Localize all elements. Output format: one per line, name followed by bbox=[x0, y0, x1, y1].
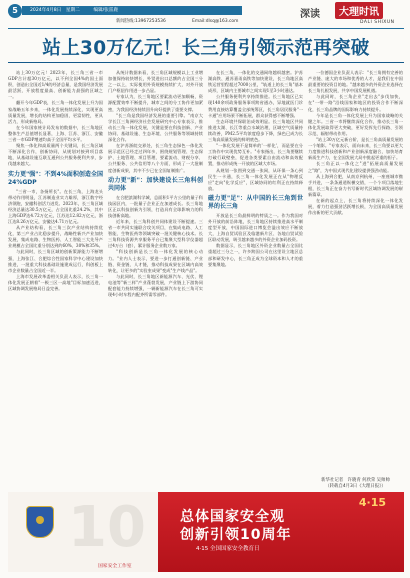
page-header bbox=[0, 0, 410, 30]
section-subhead: 磁力更"足"：从中国的长三角到世界的长三角 bbox=[208, 194, 303, 210]
article-paragraph: "一体化发展不是简单的'一样化'，而是要在分工协作中实现优势互补。"专家指出，长三角要继续打破行政壁垒，促进各类要素自由流动和高效配置，推动形成统一开放的区域大市场。 bbox=[208, 143, 303, 167]
national-security-banner bbox=[8, 492, 404, 572]
article-paragraph: 从产业结构看，长三角三次产业结构持续优化，第三产业占比稳步提升，战略性新兴产业加快发展，集成电路、生物医药、人工智能三大先导产业规模占全国比重分别达到约60%、30%和35%。 bbox=[8, 225, 103, 249]
article-paragraph: 站上30万亿元！2023年，长三角三省一市GDP合计超30万亿元，以不到全国4%的国土面积，创造出全国近1/4的经济总量，是我国经济发展最活跃、开放程度最高、创新能力最强的区域之一。 bbox=[8, 70, 103, 100]
police-emblem-icon bbox=[26, 506, 54, 538]
article-paragraph: 上海市发展改革委相关负责人表示，长三角一体化发展正朝着"一极三区一高地"目标加速迈进，区域协调发展格局日益完善。 bbox=[8, 273, 103, 291]
banner-footer: 国家安全工作室 bbox=[98, 564, 132, 569]
article-paragraph: 与此同时，长三角地区新能源汽车、光伏、锂电池等"新三样"产业蓬勃发展，产业链上下游协同配套能力持续增强，一辆新能源汽车在长三角可实现4小时车程内配齐所需零部件。 bbox=[108, 273, 203, 298]
article-paragraph: 一位德国企业负责人表示："长三角拥有完善的产业链、庞大的市场和优秀的人才，是我们在中国最重要的投资目的地。"越来越多的外资企业选择在长三角扎根发展，共享中国发展机遇。 bbox=[308, 70, 403, 94]
article-paragraph: 长三角正以一体化之"进"拓展高质量发展之"路"，为中国式现代化建设提供强劲动能。 bbox=[308, 161, 403, 173]
article-paragraph: 公共服务便利共享持续推进。长三角地区已实现140余项政务服务事项跨省通办，异地就医门诊费用直接结算覆盖全部统筹区，长三角居民服务"一卡通"应用场景不断拓展，群众获得感不断增强。 bbox=[208, 94, 303, 118]
byline-label: 新华社记者 bbox=[321, 478, 344, 483]
brand-subtitle: DALI SHIXUN bbox=[360, 20, 395, 25]
article-paragraph: 翻开今年GDP表，长三角一体化发展上升为国家战略五年多来，一体化发展持续深化，实现更高质量发展，增长的结构更加稳固，更富韧性，更具活力，形成新格局。 bbox=[8, 100, 103, 124]
article-paragraph: 在新的起点上，长三角将持续深化一体化发展，着力打造强劲活跃增长极，为全国高质量发展作出新的更大贡献。 bbox=[308, 197, 403, 216]
article-column-4 bbox=[308, 70, 403, 510]
article-paragraph: 从统计数据来看，长三角区域规模以上工业增加值保持较快增长，外贸进出口总额约占全国三分之一以上，实际使用外资规模持续扩大，对外开放门户枢纽作用进一步凸显。 bbox=[108, 70, 203, 94]
article-paragraph: 近年来，长三角科创共同体建设不断提速。三省一市共同实施联合攻关项目，在集成电路、人工智能、生物医药等领域突破一批关键核心技术。长三角科技资源共享服务平台已集聚大型科学仪器超过4万台（套），累计服务企业数万家。 bbox=[108, 218, 203, 249]
article-paragraph: 开放是长三角最鲜明的特质之一。作为我国对外开放的前沿阵地，长三角地区持续推进高水平制度型开放，中国国际进口博览会溢出效应不断放大，上海自贸试验区及临港新片区、各地自贸试验区联动发展，吸引越来越多的外资企业加码投资。 bbox=[208, 212, 303, 243]
article-paragraph: 与此同时，长三角区域的创新策源能力不断增强，上海张江、合肥综合性国家科学中心建设加快推进，一批重大科技基础设施建成运行，科创板上市企业数量占全国近一半。 bbox=[8, 249, 103, 273]
banner-subtitle: 4·15 全国国家安全教育日 bbox=[196, 546, 260, 552]
article-column-3 bbox=[208, 70, 303, 510]
article-paragraph: "科技创新是长三角一体化发展的核心动力。"业内人士表示，要进一步打通创新链、产业链、资金链、人才链，推动科技成果在区域内高效转化，让更多的"实验室成果"变成"生产线产品"。 bbox=[108, 249, 203, 273]
brand-logo: 大理时讯 bbox=[335, 2, 383, 19]
article-column-2 bbox=[108, 70, 203, 510]
headline-divider bbox=[8, 62, 404, 63]
section-subhead: 动力更"新"：加快建设长三角科创共同体 bbox=[108, 176, 203, 192]
section-subhead: 实力更"强"：不到4%面积创造全国24%GDP bbox=[8, 170, 103, 186]
header-date-line: 2024年4月8日 星期二 编辑/张雷鹿 bbox=[30, 8, 118, 13]
article-paragraph: 从上海到合肥，从南京到杭州，一座座城市携手并进，一条条通道纵横交错，一个个项目落地生根，长三角正在奋力书写新时代区域协调发展的崭新篇章。 bbox=[308, 173, 403, 197]
article-paragraph: "长三角是我国经济发展的重要引擎。"南京大学长江三角洲经济社会发展研究中心专家表示，推动长三角一体化发展，关键是要在科技创新、产业协同、基础设施、生态环境、公共服务等领域持续深化合作。 bbox=[108, 112, 203, 143]
banner-number: 10 bbox=[68, 495, 146, 560]
page-number: 5 bbox=[8, 4, 22, 18]
article-paragraph: 在沪苏浙皖交界处，长三角生态绿色一体化发展示范区已经走过四年多，围绕规划管理、生态保护、土地管理、项目管理、要素流动、财税分享、公共服务、公共信用等八个方面，形成了一大批制度创新成果，其中不少已在全国复制推广。 bbox=[108, 143, 203, 173]
article-paragraph: 数据显示，长三角地区外资企业数量占全国比重超过三分之一，许多跨国公司在这里设立地区总部和研发中心，长三角正成为全球资本和人才的重要集聚地。 bbox=[208, 243, 303, 267]
article-paragraph: 在长三角，一体化的交通网络越织越密。沪苏湖高铁、通苏嘉甬高铁等加快建设，长三角地区高铁运营里程超过7000公里，"轨道上的长三角"基本成形，区域内主要城市之间实现1至3小时通达。 bbox=[208, 70, 303, 94]
article-paragraph: 在合肥滨湖科学城，总面积1平方公里的量子科技园区内，一批量子企业正在加速成长。长三角地区正以科技创新为引领，打造具有全球影响力的科技创新高地。 bbox=[108, 194, 203, 218]
article-column-1 bbox=[8, 70, 103, 510]
byline-reporters: 许晓青 何欣荣 吴帅帅 bbox=[347, 478, 390, 483]
article-paragraph: 从规划一张图到交通一张网，从环保一条心到民生一卡通，长三角一体化发展正在从"物理反应"走向"化学反应"，区域协同的红利正在持续释放。 bbox=[208, 167, 303, 191]
banner-title-line2: 创新引领10周年 bbox=[180, 527, 292, 543]
article-paragraph: 与此同时，长三角企业"走出去"步伐加快，在"一带一路"沿线国家和地区的投资合作不断深化，长三角品牌的国际影响力持续提升。 bbox=[308, 94, 403, 112]
header-divider bbox=[8, 28, 404, 29]
banner-logo: 4·15 bbox=[358, 496, 386, 509]
article-paragraph: 专家认为，长三角地区要素流动更加顺畅，资源配置效率不断提升，城市之间的分工协作更加紧密，为我国经济持续回升向好提供了重要支撑。 bbox=[108, 94, 203, 112]
article-paragraph: 生态环境共保联治成效明显。长三角地区共同推进太湖、长江等重点水域治理，区域空气质量持续改善，PM2.5平均浓度稳步下降，绿色已成为长三角高质量发展的鲜明底色。 bbox=[208, 118, 303, 143]
article-paragraph: 今年是长三角一体化发展上升为国家战略的关键之年。三省一市将继续深化合作，推动长三角一体化发展取得更大突破，更好发挥先行探路、引领示范、辐射带动作用。 bbox=[308, 112, 403, 136]
article-byline bbox=[308, 477, 403, 489]
banner-title-line1: 总体国家安全观 bbox=[180, 509, 285, 525]
header-contact-line: 新闻热线:13967253536 Email:dlsq@163.com bbox=[116, 19, 239, 24]
banner-left-panel bbox=[8, 492, 158, 572]
article-paragraph: 在今年国家统计局发布的数据中，长三角地区整体生产总值增长显著，上海、江苏、浙江、安徽三省一市GDP增速均高于全国平均水平。 bbox=[8, 124, 103, 143]
page-headline: 站上30万亿元！长三角引领示范再突破 bbox=[42, 38, 370, 59]
byline-source: （转载自4月3日《大理日报》） bbox=[325, 484, 386, 489]
article-paragraph: "站上30万亿元新台阶，是长三角高质量发展的一个缩影。"专家表示，面向未来，长三角要以更大力度推进科技创新和产业创新深度融合，加快培育新质生产力，在全国发展大局中挑起更重的担子。 bbox=[308, 137, 403, 161]
article-paragraph: "三省一市，各扬所长"。在长三角，上海龙头带动作用明显，江苏制造业实力雄厚，浙江数字经济领跑，安徽科创活力迸发。2023年，长三角区域经济总量达30.5万亿元，占全国比重24.2%，其中上海GDP达4.72万亿元，江苏达12.82万亿元，浙江达8.26万亿元，安徽达4.71万亿元。 bbox=[8, 188, 103, 224]
section-title: 深读 bbox=[300, 9, 320, 20]
article-paragraph: 聚焦一体化和高质量两个关键词，长三角区域不断深化合作，创新协同，从规划对接到项目落地，从基础设施互联互通到公共服务便利共享，步伐越来越大。 bbox=[8, 143, 103, 167]
